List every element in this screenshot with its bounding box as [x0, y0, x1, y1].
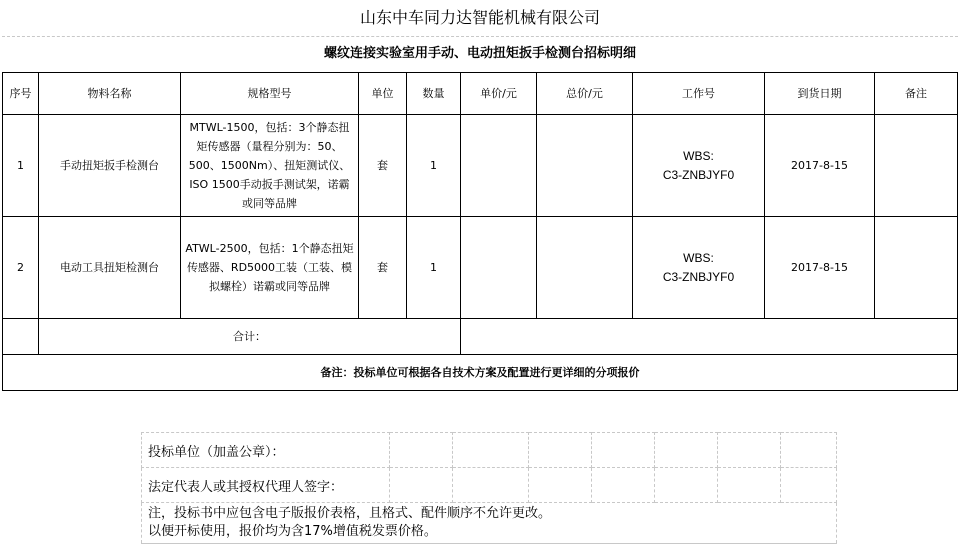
document-title: 螺纹连接实验室用手动、电动扭矩扳手检测台招标明细 — [323, 46, 636, 61]
total-value-cell — [461, 319, 958, 355]
table-row — [3, 217, 958, 319]
total-seq-cell — [3, 319, 39, 355]
representative-cell[interactable] — [655, 468, 718, 503]
cell-remark — [875, 115, 958, 217]
representative-cell[interactable] — [781, 468, 837, 503]
total-row — [3, 319, 958, 355]
bid-detail-table — [2, 72, 958, 391]
instruction-line2: 以便开标使用，报价均为含17%增值税发票价格。 — [148, 524, 437, 539]
cell-delivery: 2017-8-15 — [765, 115, 875, 217]
header-delivery: 到货日期 — [765, 73, 875, 115]
cell-unit: 套 — [359, 217, 407, 319]
bidder-cell[interactable] — [529, 433, 592, 468]
header-qty: 数量 — [407, 73, 461, 115]
representative-row — [142, 468, 837, 503]
header-seq: 序号 — [3, 73, 39, 115]
bidder-cell[interactable] — [453, 433, 529, 468]
bidder-label: 投标单位（加盖公章）： — [142, 433, 390, 468]
bidder-cell[interactable] — [655, 433, 718, 468]
work-no-line2: C3-ZNBJYF0 — [662, 167, 735, 182]
cell-spec: ATWL-2500，包括：1个静态扭矩传感器、RD5000工装（工装、模拟螺栓）诺霸或同等品牌 — [181, 217, 359, 319]
work-no-line1: WBS: — [683, 148, 714, 163]
representative-label: 法定代表人或其授权代理人签字： — [142, 468, 390, 503]
cell-unit-price — [461, 115, 537, 217]
bidder-cell[interactable] — [718, 433, 781, 468]
instruction-note — [142, 503, 837, 544]
work-no-line1: WBS: — [683, 250, 714, 265]
header-unit: 单位 — [359, 73, 407, 115]
header-unit-price: 单价/元 — [461, 73, 537, 115]
cell-remark — [875, 217, 958, 319]
cell-name: 电动工具扭矩检测台 — [39, 217, 181, 319]
remark-row — [3, 355, 958, 391]
representative-cell[interactable] — [529, 468, 592, 503]
cell-seq: 1 — [3, 115, 39, 217]
header-remark: 备注 — [875, 73, 958, 115]
table-row — [3, 115, 958, 217]
company-title: 山东中车同力达智能机械有限公司 — [2, 0, 958, 37]
bidder-row — [142, 433, 837, 468]
cell-delivery: 2017-8-15 — [765, 217, 875, 319]
work-no-line2: C3-ZNBJYF0 — [662, 269, 735, 284]
table-header-row — [3, 73, 958, 115]
cell-total-price — [537, 217, 633, 319]
instruction-row — [142, 503, 837, 544]
header-name: 物料名称 — [39, 73, 181, 115]
bidder-cell[interactable] — [390, 433, 453, 468]
representative-cell[interactable] — [390, 468, 453, 503]
representative-cell[interactable] — [592, 468, 655, 503]
representative-cell[interactable] — [718, 468, 781, 503]
bidder-cell[interactable] — [592, 433, 655, 468]
header-total-price: 总价/元 — [537, 73, 633, 115]
cell-seq: 2 — [3, 217, 39, 319]
instruction-line1: 注，投标书中应包含电子版报价表格，且格式、配件顺序不允许更改。 — [148, 506, 552, 521]
cell-unit: 套 — [359, 115, 407, 217]
header-spec: 规格型号 — [181, 73, 359, 115]
bidder-cell[interactable] — [781, 433, 837, 468]
remark-note: 备注：投标单位可根据各自技术方案及配置进行更详细的分项报价 — [3, 355, 958, 391]
signature-table — [141, 432, 837, 544]
header-work-no: 工作号 — [633, 73, 765, 115]
cell-spec: MTWL-1500，包括：3个静态扭矩传感器（量程分别为：50、500、1500Nm）、扭矩测试仪、ISO 1500手动扳手测试架，诺霸或同等品牌 — [181, 115, 359, 217]
cell-work-no — [633, 217, 765, 319]
cell-qty: 1 — [407, 115, 461, 217]
total-label: 合计： — [39, 319, 461, 355]
cell-unit-price — [461, 217, 537, 319]
cell-name: 手动扭矩扳手检测台 — [39, 115, 181, 217]
representative-cell[interactable] — [453, 468, 529, 503]
cell-total-price — [537, 115, 633, 217]
cell-qty: 1 — [407, 217, 461, 319]
cell-work-no — [633, 115, 765, 217]
